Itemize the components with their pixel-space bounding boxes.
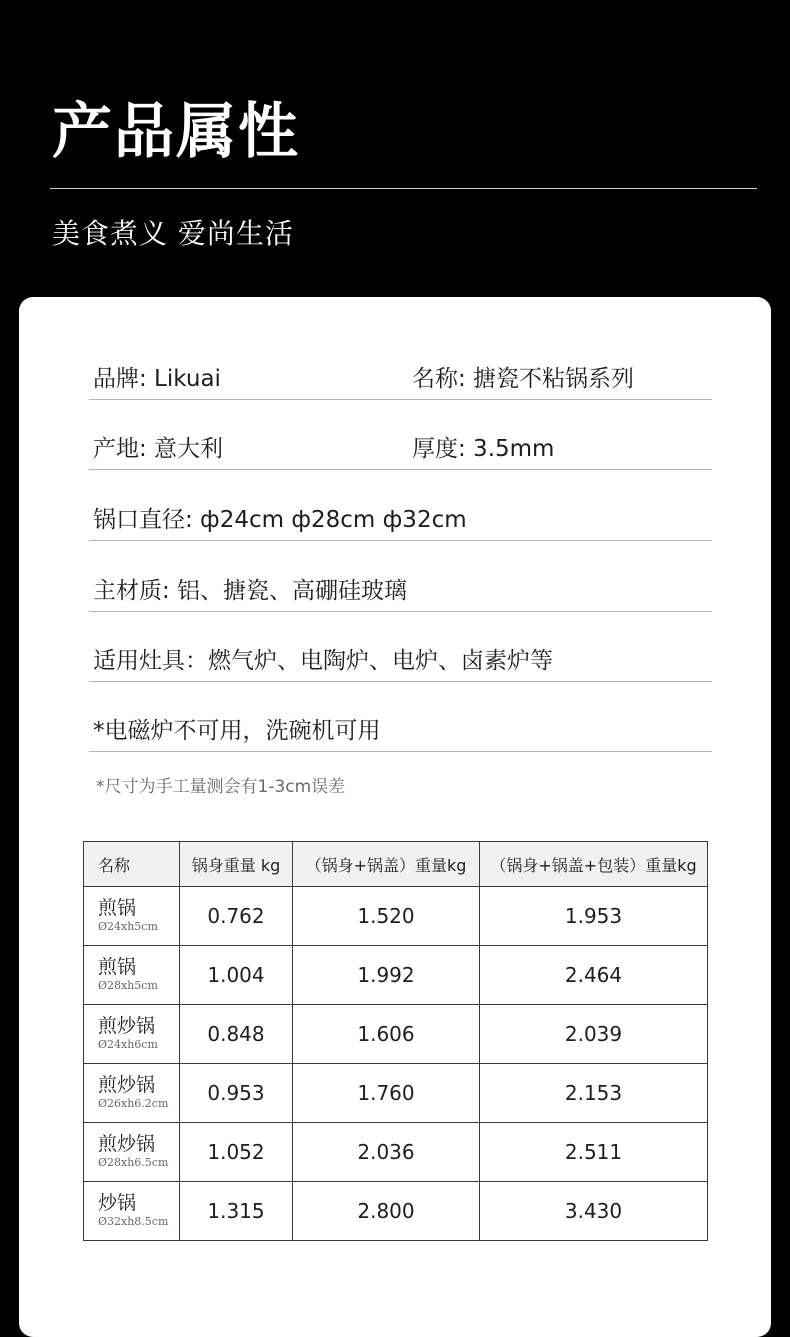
stoves-text: 适用灶具：燃气炉、电陶炉、电炉、卤素炉等: [93, 648, 553, 674]
package-weight-cell: 2.464: [480, 946, 708, 1005]
lid-weight-cell: 1.760: [293, 1064, 480, 1123]
header-package-weight: （锅身+锅盖+包装）重量kg: [480, 842, 708, 887]
table-row: [84, 946, 708, 1005]
table-header-row: [84, 842, 708, 887]
attr-row-dishwasher: [89, 711, 712, 752]
item-name: 煎炒锅: [98, 1133, 156, 1155]
item-size: Ø32xh8.5cm: [98, 1215, 169, 1228]
item-name: 煎锅: [98, 897, 137, 919]
body-weight-cell: 0.953: [180, 1064, 293, 1123]
dishwasher-text: *电磁炉不可用，洗碗机可用: [93, 718, 381, 744]
name-cell: [84, 1182, 180, 1241]
header-name: 名称: [84, 842, 180, 887]
item-size: Ø24xh6cm: [98, 1038, 158, 1051]
weight-table: [83, 841, 708, 1241]
table-row: [84, 887, 708, 946]
origin-text: 产地: 意大利: [93, 436, 224, 462]
package-weight-cell: 2.511: [480, 1123, 708, 1182]
lid-weight-cell: 1.606: [293, 1005, 480, 1064]
name-cell: [84, 887, 180, 946]
item-name: 煎炒锅: [98, 1074, 156, 1096]
material-text: 主材质: 铝、搪瓷、高硼硅玻璃: [93, 578, 408, 604]
product-name-text: 名称: 搪瓷不粘锅系列: [412, 366, 635, 392]
item-name: 炒锅: [98, 1192, 137, 1214]
product-attributes-card: [19, 297, 771, 1337]
lid-weight-cell: 2.036: [293, 1123, 480, 1182]
name-cell: [84, 946, 180, 1005]
body-weight-cell: 0.848: [180, 1005, 293, 1064]
attr-row-diameter: [89, 500, 712, 541]
body-weight-cell: 1.004: [180, 946, 293, 1005]
table-row: [84, 1064, 708, 1123]
name-cell: [84, 1123, 180, 1182]
table-row: [84, 1005, 708, 1064]
header-body-weight: 锅身重量 kg: [180, 842, 293, 887]
body-weight-cell: 1.315: [180, 1182, 293, 1241]
lid-weight-cell: 1.992: [293, 946, 480, 1005]
page-title: 产品属性: [52, 97, 300, 167]
name-cell: [84, 1005, 180, 1064]
measurement-note: *尺寸为手工量测会有1-3cm误差: [96, 777, 346, 797]
item-size: Ø28xh5cm: [98, 979, 158, 992]
attr-row-stoves: [89, 641, 712, 682]
item-size: Ø24xh5cm: [98, 920, 158, 933]
header-lid-weight: （锅身+锅盖）重量kg: [293, 842, 480, 887]
package-weight-cell: 2.153: [480, 1064, 708, 1123]
package-weight-cell: 2.039: [480, 1005, 708, 1064]
body-weight-cell: 1.052: [180, 1123, 293, 1182]
package-weight-cell: 1.953: [480, 887, 708, 946]
attr-row-origin-thickness: [89, 429, 712, 470]
body-weight-cell: 0.762: [180, 887, 293, 946]
diameter-text: 锅口直径: ф24cm ф28cm ф32cm: [93, 507, 467, 533]
item-size: Ø26xh6.2cm: [98, 1097, 169, 1110]
table-row: [84, 1182, 708, 1241]
attr-row-material: [89, 571, 712, 612]
brand-text: 品牌: Likuai: [93, 366, 221, 392]
thickness-text: 厚度: 3.5mm: [412, 436, 555, 462]
page-subtitle: 美食煮义 爱尚生活: [52, 217, 294, 250]
item-name: 煎炒锅: [98, 1015, 156, 1037]
item-name: 煎锅: [98, 956, 137, 978]
lid-weight-cell: 1.520: [293, 887, 480, 946]
attr-row-brand-name: [89, 359, 712, 400]
lid-weight-cell: 2.800: [293, 1182, 480, 1241]
table-row: [84, 1123, 708, 1182]
item-size: Ø28xh6.5cm: [98, 1156, 169, 1169]
title-divider: [50, 188, 757, 189]
name-cell: [84, 1064, 180, 1123]
package-weight-cell: 3.430: [480, 1182, 708, 1241]
